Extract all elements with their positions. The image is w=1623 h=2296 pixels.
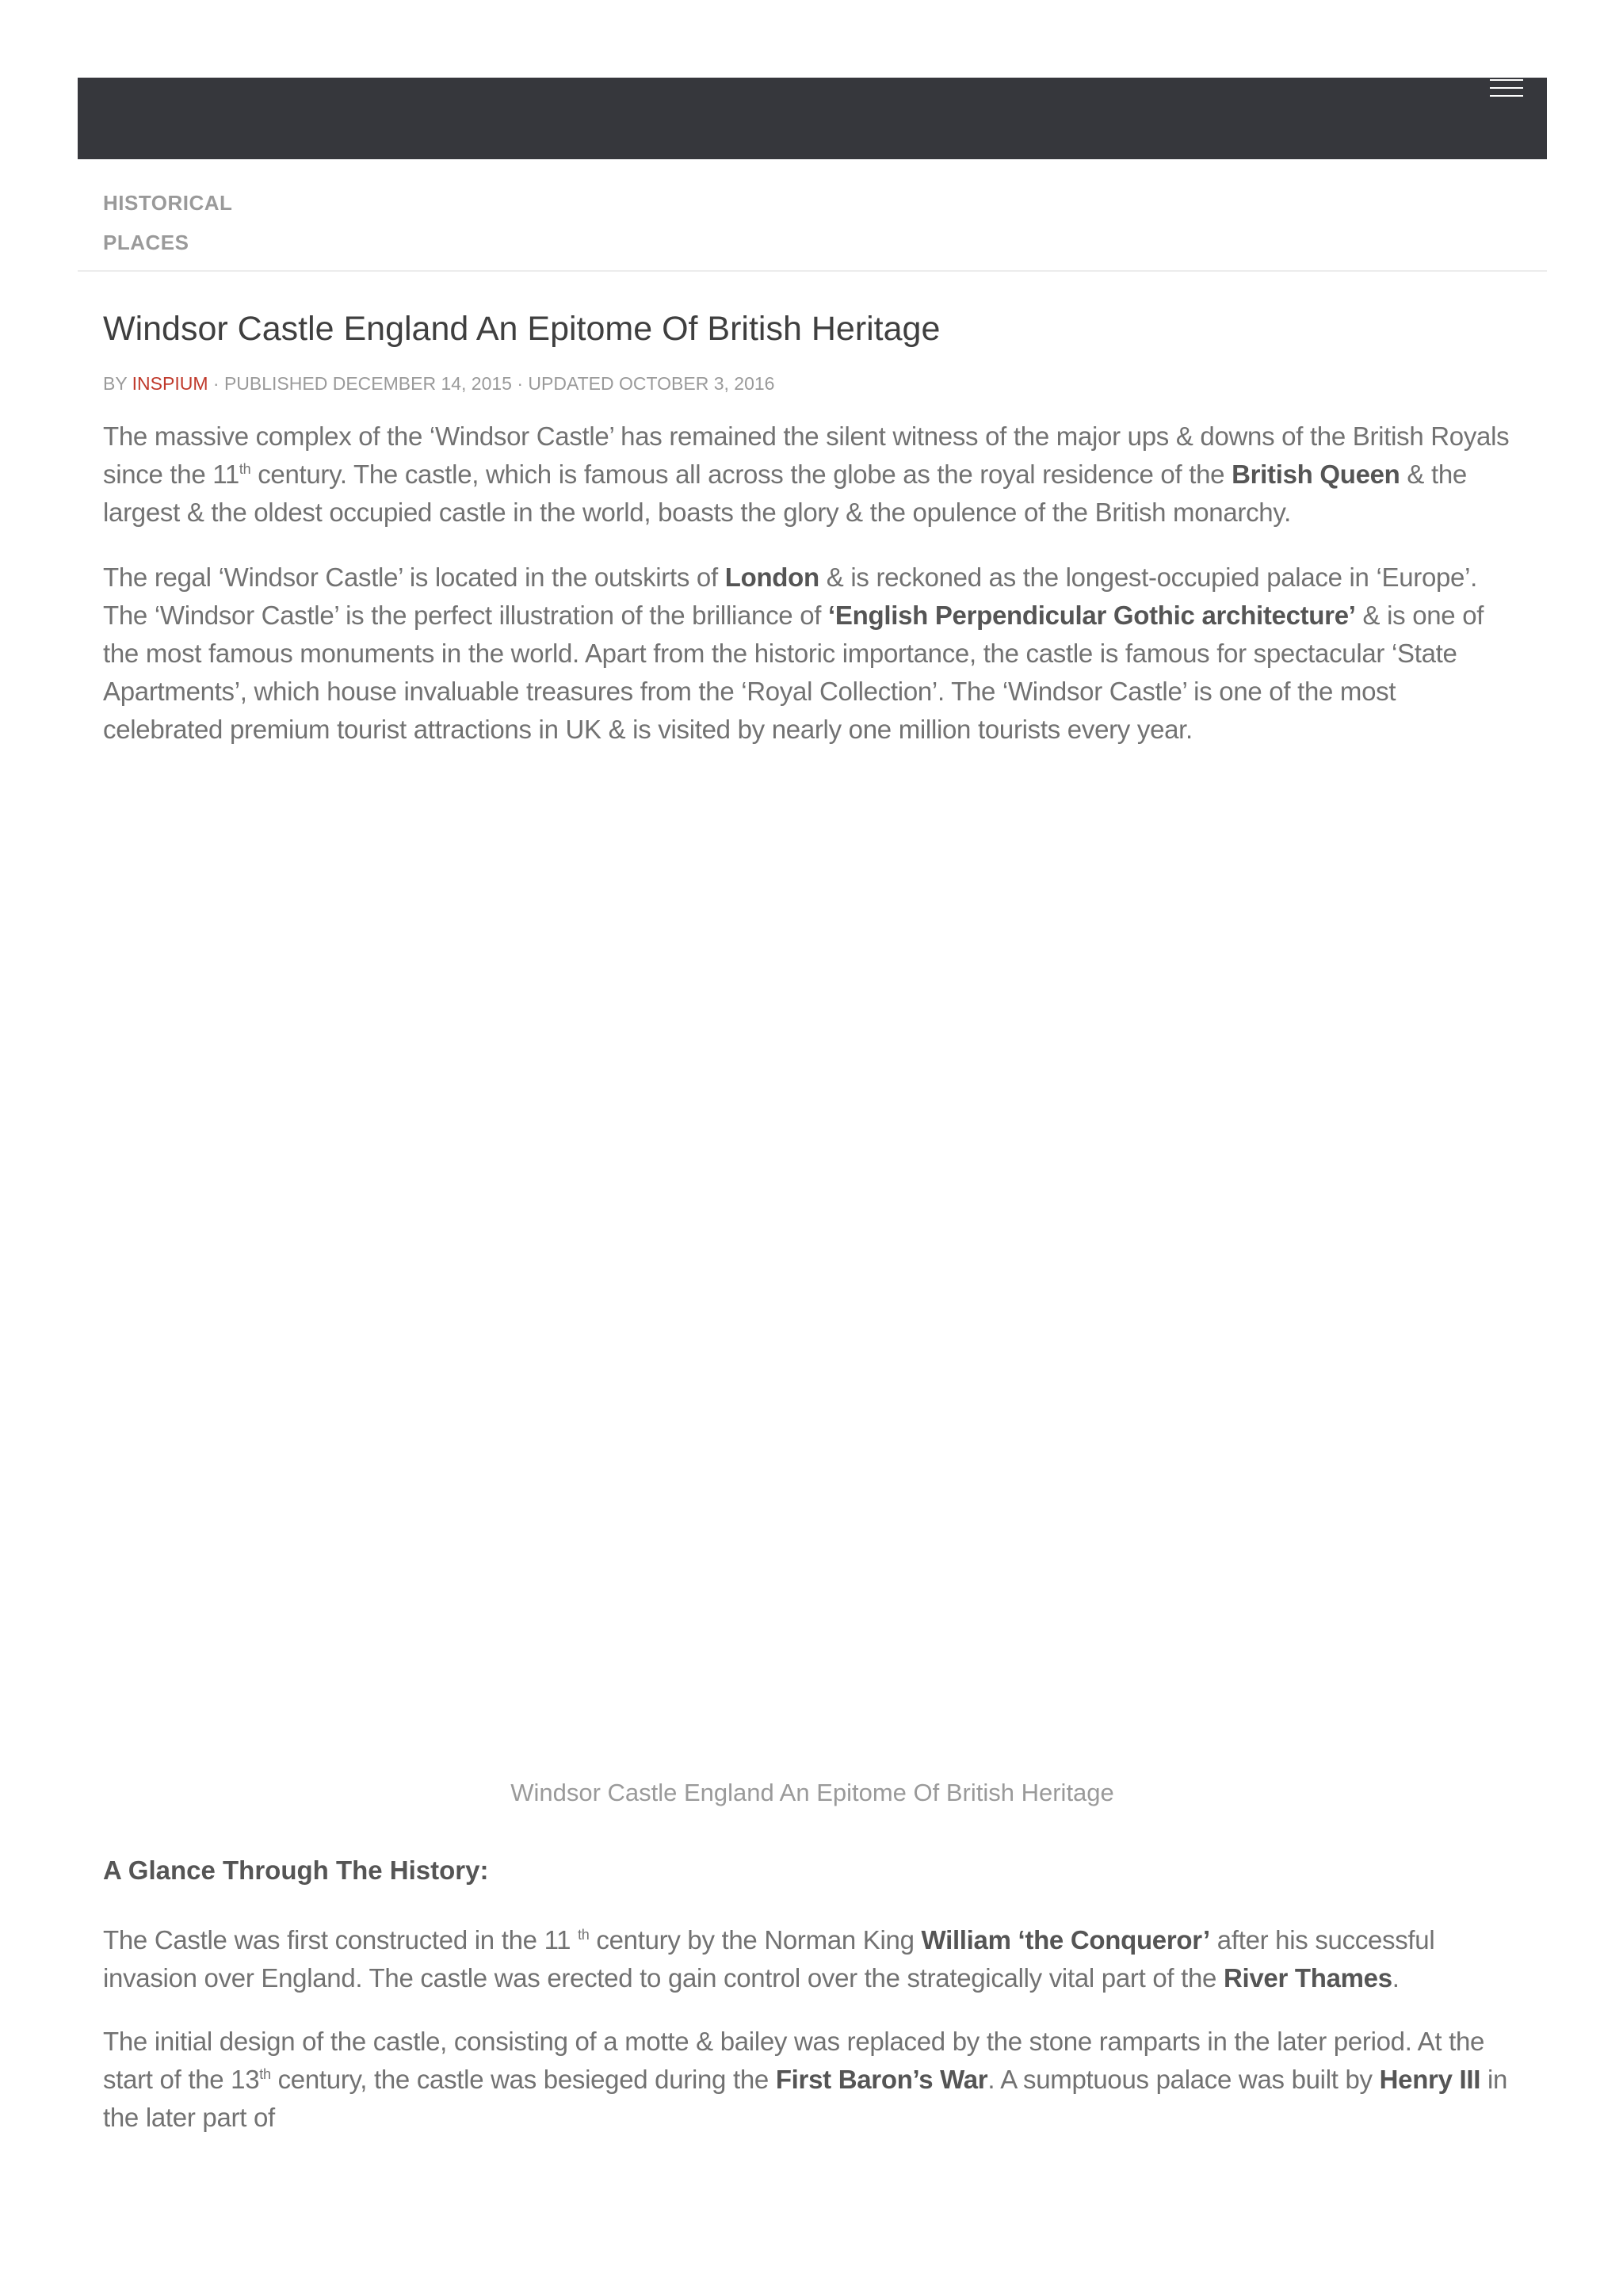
text: .	[1392, 1963, 1400, 1993]
category-link[interactable]	[78, 159, 1547, 272]
meta-by: BY	[103, 373, 132, 394]
superscript: th	[578, 1927, 590, 1943]
text: & is one of the most famous monuments in the world. Apart from the historic importance, the castle is famous for spectacular ‘State Apartments’, which house invaluable treasures from the ‘Royal Collection’. The ‘Windsor Castle’ is one of the most celebrated premium tourist attractions in UK & is visited by nearly one million tourists every year.	[103, 601, 1484, 744]
menu-bar	[1490, 87, 1523, 89]
text: & the largest & the oldest occupied castle in the world, boasts the glory & the opulence of the British monarchy.	[103, 460, 1467, 527]
article-content	[78, 307, 1547, 2137]
bold-text: British Queen	[1232, 460, 1400, 489]
text: The Castle was first constructed in the 11	[103, 1925, 579, 1955]
superscript: th	[259, 2066, 271, 2082]
bold-text: First Baron’s War	[775, 2065, 988, 2094]
page	[78, 78, 1547, 2137]
paragraph-history-1	[103, 1921, 1522, 1997]
text: after his successful invasion over England. The castle was erected to gain control over the strategically vital part of the	[103, 1925, 1435, 1993]
bold-text: London	[724, 563, 819, 592]
menu-bar	[1490, 95, 1523, 97]
bold-text: Henry III	[1379, 2065, 1481, 2094]
hamburger-menu-icon[interactable]	[1490, 78, 1523, 101]
image-caption: Windsor Castle England An Epitome Of British Heritage	[510, 1779, 1114, 1806]
text: & is reckoned as the longest-occupied palace in ‘Europe’. The ‘Windsor Castle’ is the perfect illustration of the brilliance of	[103, 563, 1478, 630]
bold-text: ‘English Perpendicular Gothic architecture’	[828, 601, 1356, 630]
article-title: Windsor Castle England An Epitome Of British Heritage	[103, 310, 941, 348]
text: century by the Norman King	[589, 1925, 922, 1955]
superscript: th	[239, 461, 251, 477]
category-label-line2: PLACES	[103, 231, 189, 254]
text: The massive complex of the ‘Windsor Castle’ has remained the silent witness of the major ups & downs of the British Royals since the 11	[103, 421, 1510, 489]
section-heading: A Glance Through The History:	[103, 1855, 489, 1885]
site-header	[78, 78, 1547, 159]
text: century. The castle, which is famous all across the globe as the royal residence of the	[250, 460, 1232, 489]
text: . A sumptuous palace was built by	[987, 2065, 1380, 2094]
menu-bar	[1490, 79, 1523, 81]
author-link[interactable]: INSPIUM	[132, 373, 208, 394]
article-image-placeholder	[103, 749, 1522, 1809]
article-meta	[103, 372, 1522, 395]
bold-text: William ‘the Conqueror’	[921, 1925, 1210, 1955]
paragraph-history-2	[103, 2023, 1522, 2137]
text: The initial design of the castle, consisting of a motte & bailey was replaced by the stone ramparts in the later period. At the start of the 13	[103, 2027, 1485, 2094]
text: century, the castle was besieged during the	[270, 2065, 776, 2094]
bold-text: River Thames	[1223, 1963, 1392, 1993]
text: The regal ‘Windsor Castle’ is located in the outskirts of	[103, 563, 725, 592]
category-label-line1: HISTORICAL	[103, 191, 233, 215]
meta-dates: · PUBLISHED DECEMBER 14, 2015 · UPDATED OCTOBER 3, 2016	[208, 373, 775, 394]
text: in the later part of	[103, 2065, 1508, 2132]
paragraph-location	[103, 559, 1522, 749]
paragraph-intro	[103, 418, 1522, 532]
